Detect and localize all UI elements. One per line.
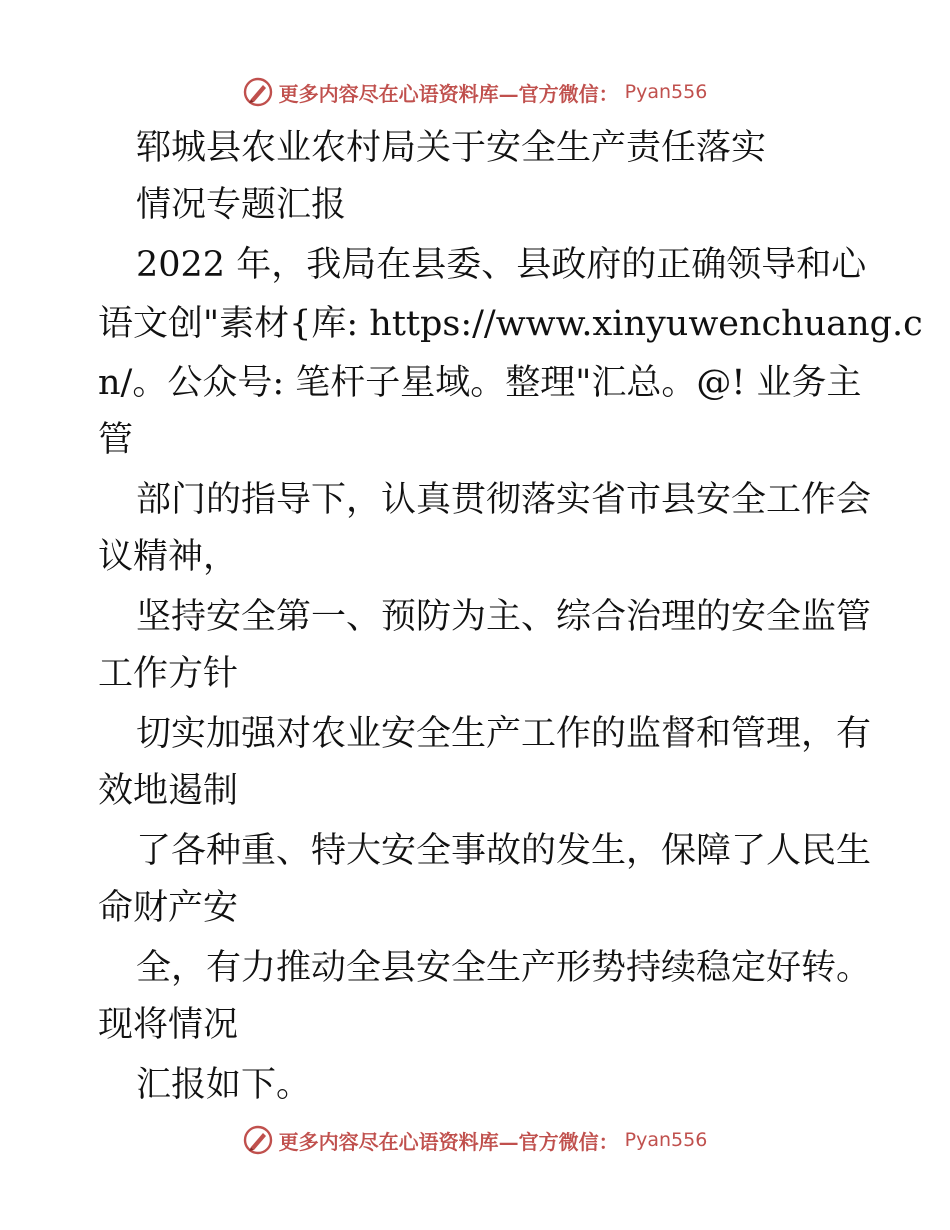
- paragraph-line: 管: [98, 420, 134, 460]
- paragraph-line: 2022 年，我局在县委、县政府的正确领导和心: [136, 245, 867, 285]
- paragraph-line: n/。公众号: 笔杆子星域。整理"汇总。@! 业务主: [98, 363, 862, 403]
- paragraph-line: 效地遏制: [98, 771, 239, 811]
- paragraph-line: 了各种重、特大安全事故的发生，保障了人民生: [136, 831, 872, 871]
- paragraph-line: 工作方针: [98, 654, 239, 694]
- document-title-line-1: 郓城县农业农村局关于安全生产责任落实: [136, 128, 767, 168]
- pen-logo-icon: [243, 1125, 273, 1155]
- paragraph-line: 部门的指导下，认真贯彻落实省市县安全工作会: [136, 480, 872, 520]
- paragraph-line: 议精神，: [98, 537, 239, 577]
- banner-wechat-id: Pyan556: [624, 1129, 708, 1151]
- paragraph-line: 坚持安全第一、预防为主、综合治理的安全监管: [136, 597, 872, 637]
- banner-text: 更多内容尽在心语资料库—官方微信：: [278, 1129, 619, 1154]
- paragraph-line: 命财产安: [98, 888, 239, 928]
- paragraph-line: 切实加强对农业安全生产工作的监督和管理，有: [136, 714, 872, 754]
- footer-watermark-banner: [0, 1120, 950, 1160]
- paragraph-line: 现将情况: [98, 1005, 239, 1045]
- document-title-line-2: 情况专题汇报: [136, 185, 347, 225]
- banner-text: 更多内容尽在心语资料库—官方微信：: [278, 81, 619, 106]
- header-watermark-banner: [0, 72, 950, 112]
- paragraph-line: 语文创"素材{库: https://www.xinyuwenchuang.c: [98, 304, 923, 344]
- banner-wechat-id: Pyan556: [624, 81, 708, 103]
- pen-logo-icon: [243, 77, 273, 107]
- paragraph-line: 汇报如下。: [136, 1065, 312, 1105]
- paragraph-line: 全，有力推动全县安全生产形势持续稳定好转。: [136, 948, 872, 988]
